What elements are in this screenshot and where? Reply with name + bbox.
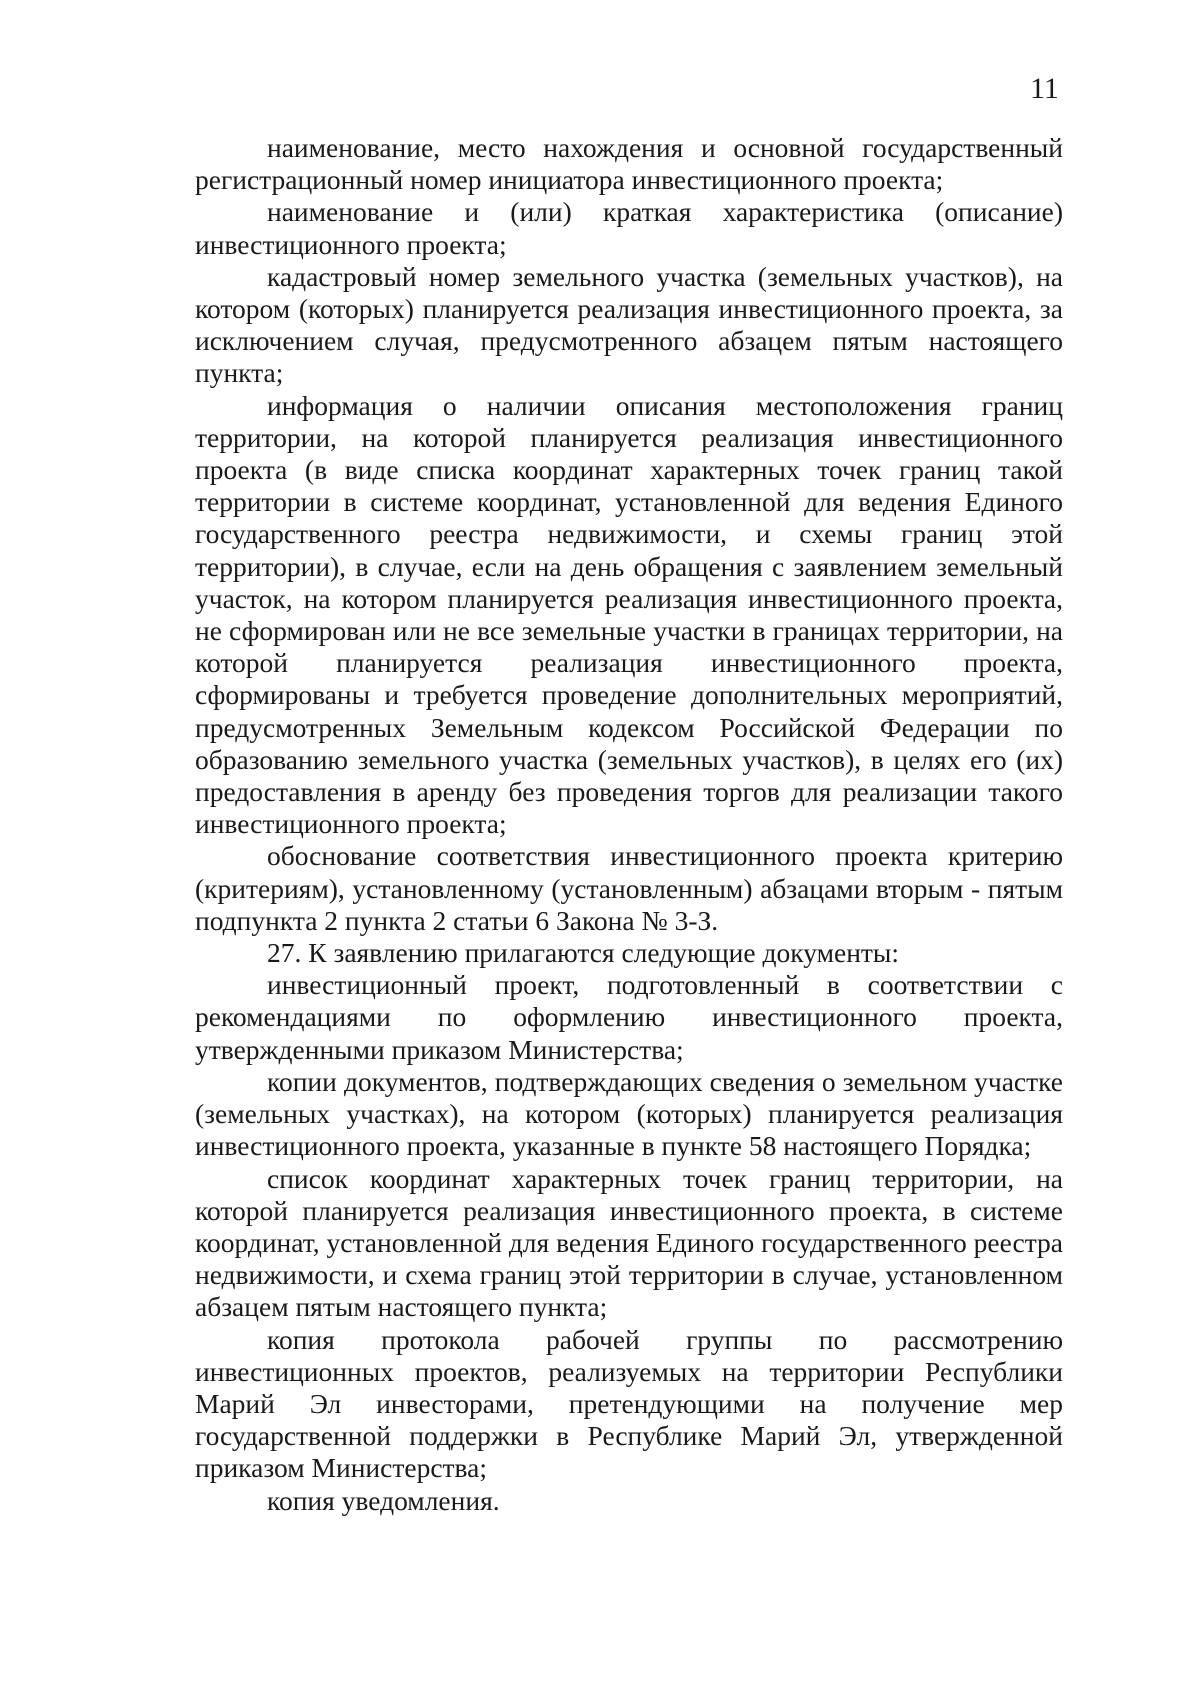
paragraph-coordinates-list: список координат характерных точек границ территории, на которой планируется реализация инвестиционного проекта, в системе координат, установленной для ведения Единого государственного реестра недвижимости, и схема границ этой территории в случае, установленном абзацем пятым настоящего пункта; bbox=[195, 1162, 1063, 1323]
paragraph-criteria-justification: обоснование соответствия инвестиционного проекта критерию (критериям), установленному (установленным) абзацами вторым - пятым подпункта 2 пункта 2 статьи 6 Закона № 3-З. bbox=[195, 840, 1063, 936]
paragraph-land-documents: копии документов, подтверждающих сведения о земельном участке (земельных участках), на котором (которых) планируется реализация инвестиционного проекта, указанные в пункте 58 настоящего Порядка; bbox=[195, 1065, 1063, 1162]
paragraph-notification-copy: копия уведомления. bbox=[267, 1484, 500, 1516]
paragraph-territory-boundaries: информация о наличии описания местоположения границ территории, на которой планируется реализация инвестиционного проекта (в виде списка координат характерных точек границ такой территории в системе координат, установленной для ведения Единого государственного реестра недвижимости, и схемы границ этой территории), в случае, если на день обращения с заявлением земельный участок, на котором планируется реализация инвестиционного проекта, не сформирован или не все земельные участки в границах территории, на которой планируется реализация инвестиционного проекта, сформированы и требуется проведение дополнительных мероприятий, предусмотренных Земельным кодексом Российской Федерации по образованию земельного участка (земельных участков), в целях его (их) предоставления в аренду без проведения торгов для реализации такого инвестиционного проекта; bbox=[195, 389, 1063, 840]
paragraph-cadastral-number: кадастровый номер земельного участка (земельных участков), на котором (которых) планируется реализация инвестиционного проекта, за исключением случая, предусмотренного абзацем пятым настоящего пункта; bbox=[195, 260, 1063, 389]
paragraph-working-group-protocol: копия протокола рабочей группы по рассмотрению инвестиционных проектов, реализуемых на территории Республики Марий Эл инвесторами, претендующими на получение мер государственной поддержки в Республике Марий Эл, утвержденной приказом Министерства; bbox=[195, 1323, 1063, 1484]
paragraph-item-27: 27. К заявлению прилагаются следующие документы: bbox=[267, 937, 900, 969]
paragraph-investment-project: инвестиционный проект, подготовленный в соответствии с рекомендациями по оформлению инвестиционного проекта, утвержденными приказом Министерства; bbox=[195, 969, 1063, 1065]
paragraph-project-name: наименование и (или) краткая характеристика (описание) инвестиционного проекта; bbox=[195, 196, 1063, 260]
document-body bbox=[195, 132, 1063, 1517]
page-number: 11 bbox=[1030, 72, 1059, 105]
paragraph-initiator-info: наименование, место нахождения и основной государственный регистрационный номер инициатора инвестиционного проекта; bbox=[195, 132, 1063, 196]
